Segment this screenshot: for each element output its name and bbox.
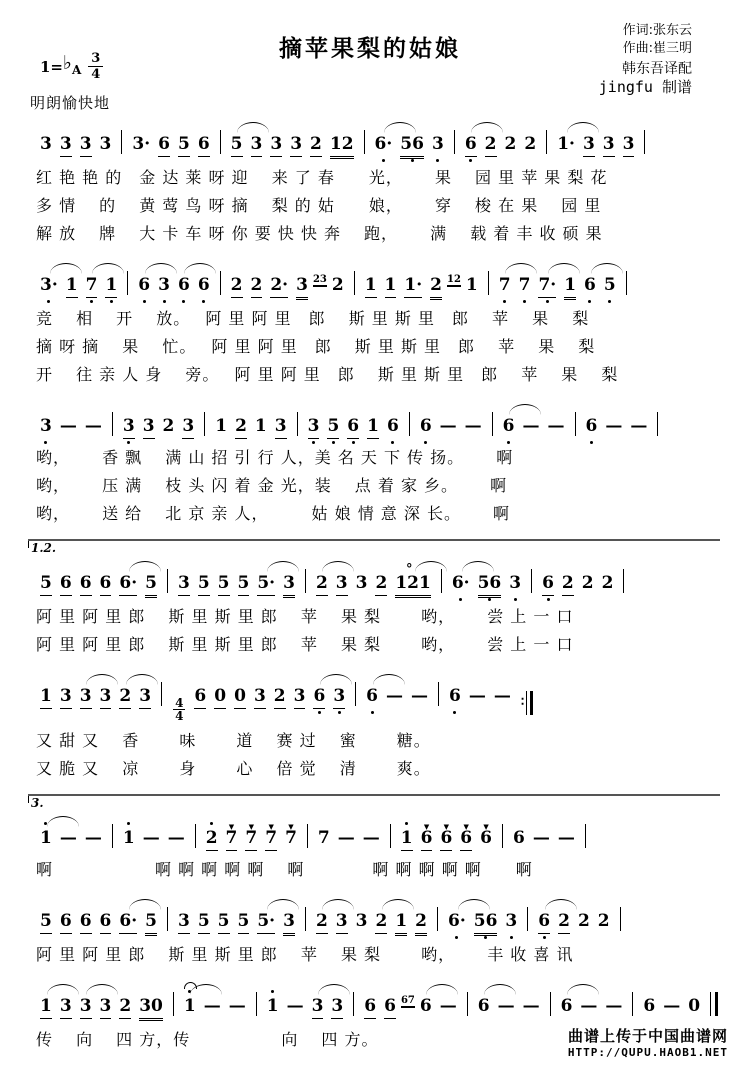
note: 6· [452, 571, 470, 595]
barline [297, 412, 298, 436]
barline [195, 824, 196, 848]
note: 6 [384, 994, 396, 1019]
note: 6 [80, 909, 92, 934]
site-footer [568, 1025, 728, 1059]
barline [492, 412, 493, 436]
note: 3 [40, 134, 52, 154]
barline [354, 271, 355, 295]
note: 0 [688, 996, 701, 1016]
notation-line [36, 895, 712, 936]
note: 1· [404, 273, 422, 298]
dash: — [468, 686, 486, 706]
music-system [36, 895, 712, 969]
note: 56 [478, 571, 502, 598]
note: 5 [231, 132, 243, 157]
note: 3 [80, 684, 92, 709]
note: 2 [485, 132, 497, 157]
note: 3 [99, 134, 112, 154]
note: 3 [60, 684, 72, 709]
note: ▼ 6 [440, 826, 452, 851]
note: ▼ 7 [265, 826, 277, 851]
note: 5 [238, 571, 250, 596]
lyric-line: 阿 里 阿 里 郎 斯 里 斯 里 郎 苹 果 梨 哟， 丰 收 喜 讯 [36, 945, 574, 964]
note: 6 [60, 909, 72, 934]
note: 3 [431, 134, 444, 154]
volta-label: 3. [31, 796, 44, 810]
ts-denominator: 4 [175, 709, 184, 723]
note: ▼ 6 [460, 826, 472, 851]
credits [599, 22, 692, 96]
note: 1 [254, 416, 267, 436]
lyric-line: 哟， 香 飘 满 山 招 引 行 人，美 名 天 下 传 扬。 啊 [36, 448, 514, 467]
note: 1 [184, 994, 196, 1018]
note: 2 [331, 275, 344, 295]
note: 6 [194, 684, 206, 709]
note: 5 [238, 909, 250, 934]
dash: — [439, 416, 457, 436]
key-signature [40, 52, 103, 81]
note: 3 [333, 684, 345, 709]
barline [531, 569, 532, 593]
music-system [36, 400, 712, 528]
note: 6· [119, 909, 137, 934]
note: 6 [585, 416, 598, 436]
note: 5 [218, 571, 230, 596]
barline [585, 824, 586, 848]
notation-line [36, 259, 712, 300]
note: 1 [40, 994, 52, 1019]
barline [364, 130, 365, 154]
grace-note: 23 [312, 274, 327, 285]
note: 5 [327, 414, 339, 439]
dash: — [203, 996, 221, 1016]
dash: — [59, 416, 77, 436]
note: 6 [478, 994, 490, 1018]
note: 3 [254, 684, 266, 709]
key-prefix: 1= [40, 57, 64, 76]
barline [550, 992, 551, 1016]
note: 1 [40, 684, 52, 709]
lyric-line: 哟， 压 满 枝 头 闪 着 金 光，装 点 着 家 乡。 啊 [36, 476, 508, 495]
volta-label: 1.2. [31, 541, 57, 555]
repeat-bar [526, 691, 533, 715]
note: 3 [178, 571, 190, 596]
note: 3 [270, 132, 282, 157]
barline [112, 412, 113, 436]
dash: — [84, 416, 102, 436]
note: 5 [218, 909, 230, 934]
note: 2 [597, 911, 610, 931]
barline [307, 824, 308, 848]
note: 3 [296, 273, 308, 300]
volta-bracket [28, 539, 720, 557]
note: 2 [558, 909, 570, 934]
note: 5· [257, 909, 275, 934]
dash: — [493, 686, 511, 706]
barline [632, 992, 633, 1016]
note: 7 [518, 275, 531, 295]
note: 3 [100, 994, 112, 1019]
repeat-barline [521, 691, 533, 715]
notation-line [36, 557, 712, 598]
note: 2 [310, 132, 322, 157]
meter-numerator: 3 [88, 52, 103, 67]
note: 3 [505, 911, 518, 931]
note: 6· [448, 909, 466, 933]
note: 30 [139, 994, 163, 1021]
dash: — [362, 828, 380, 848]
note: 6 [313, 684, 325, 709]
music-system [36, 670, 712, 783]
note: 2 [375, 571, 387, 596]
barline [546, 130, 547, 154]
barline [204, 412, 205, 436]
note: 1 [465, 275, 478, 295]
note: 2 [251, 273, 263, 298]
note: 3· [132, 134, 151, 154]
note: 1 [266, 996, 279, 1016]
lyric-line: 多 情 的 黄 莺 鸟 呀 摘 梨 的 姑 娘， 穿 梭 在 果 园 里 [36, 196, 602, 215]
dash: — [84, 828, 102, 848]
barline [502, 824, 503, 848]
lyric-line: 哟， 送 给 北 京 亲 人， 姑 娘 情 意 深 长。 啊 [36, 504, 511, 523]
note: 3 [80, 132, 92, 157]
note: 5 [145, 909, 157, 936]
note: 5 [198, 909, 210, 934]
translator-credit: 韩东吾译配 [622, 61, 692, 77]
note: 6 [100, 571, 112, 596]
note: 3 [143, 414, 155, 439]
time-signature-header [88, 52, 103, 81]
barline [167, 569, 168, 593]
notation-line [36, 812, 712, 851]
note: 3 [623, 132, 635, 157]
barline [441, 569, 442, 593]
note: 6 [512, 828, 525, 848]
note: 6 [561, 994, 573, 1018]
music-system [36, 118, 712, 248]
note: 6 [80, 571, 92, 596]
note: 6 [584, 273, 596, 297]
dash: — [497, 996, 515, 1016]
note: 2 [577, 911, 590, 931]
dash: — [630, 416, 648, 436]
dash: — [557, 828, 575, 848]
note: 6 [420, 994, 432, 1018]
note: ▼ 6 [480, 826, 492, 850]
note: 6 [198, 132, 210, 157]
barline [488, 271, 489, 295]
note: 12 [330, 132, 354, 159]
barline [127, 271, 128, 295]
note: 3 [290, 132, 302, 157]
note: 3 [158, 275, 170, 295]
note: 3 [308, 414, 320, 439]
note: 1 [365, 273, 377, 298]
note: 6 [158, 132, 170, 157]
grace-note: 12 [446, 274, 461, 285]
barline [220, 271, 221, 295]
note: 3 [40, 416, 52, 436]
dash: — [605, 416, 623, 436]
note: 3 [283, 909, 295, 936]
barline [438, 682, 439, 706]
barline [626, 271, 627, 295]
note: 2 [231, 273, 243, 298]
barline [121, 130, 122, 154]
note: 5 [40, 909, 52, 934]
barline [657, 412, 658, 436]
lyric-line: 开 往 亲 人 身 旁。 阿 里 阿 里 郎 斯 里 斯 里 郎 苹 果 梨 [36, 365, 619, 384]
note: 1 [66, 273, 78, 298]
barline [256, 992, 257, 1016]
volta-bracket [28, 794, 720, 812]
notation-line [36, 118, 712, 159]
barline [409, 412, 410, 436]
dash: — [464, 416, 482, 436]
note: 2 [316, 909, 328, 934]
music-system [31, 539, 712, 659]
dash: — [522, 416, 540, 436]
barline [623, 569, 624, 593]
note: 3 [60, 132, 72, 157]
systems [0, 118, 740, 1054]
note: 7 [86, 273, 98, 298]
tempo-marking: 明朗愉快地 [30, 94, 111, 112]
barline [167, 907, 168, 931]
barline [575, 412, 576, 436]
note: 6· [375, 132, 393, 156]
note: 3 [80, 994, 92, 1019]
lyric-line: 传 向 四 方，传 向 四 方。 [36, 1030, 379, 1049]
lyric-line: 阿 里 阿 里 郎 斯 里 斯 里 郎 苹 果 梨 哟， 尝 上 一 口 [36, 635, 574, 654]
note: 3 [60, 994, 72, 1019]
note: 1 [122, 828, 135, 848]
note: 56 [474, 909, 498, 936]
note: 6 [449, 686, 461, 706]
note: ▼ 7 [285, 826, 297, 850]
barline [112, 824, 113, 848]
note: 1 [385, 273, 397, 298]
note: 6 [419, 416, 432, 436]
barline [454, 130, 455, 154]
notation-line [36, 980, 712, 1021]
note: 2 [524, 134, 537, 154]
note: 0 [214, 684, 226, 709]
barline [161, 682, 162, 706]
note: 3 [100, 684, 112, 709]
note: 2 [562, 571, 574, 596]
slur-arc [415, 561, 447, 572]
dash: — [337, 828, 355, 848]
dash: — [532, 828, 550, 848]
note: 2 [601, 573, 614, 593]
note: 5 [603, 275, 616, 295]
barline [527, 907, 528, 931]
dash: — [386, 686, 404, 706]
note: 1 [105, 273, 117, 298]
note: 1· [557, 132, 575, 156]
note: 3 [336, 571, 348, 596]
note: 3 [139, 684, 151, 709]
note: 5· [257, 571, 275, 596]
barline [355, 682, 356, 706]
note: 6 [100, 909, 112, 934]
note: 2 [375, 909, 387, 934]
note: 3 [331, 994, 343, 1019]
note: 2 [274, 684, 286, 709]
note: 2 [162, 416, 175, 436]
note: 56 [400, 132, 424, 159]
notation-line [36, 400, 712, 439]
lyric-line: 解 放 牌 大 卡 车 呀 你 要 快 快 奔 跑， 满 载 着 丰 收 硕 果 [36, 224, 603, 243]
lyric-line: 竞 相 开 放。 阿 里 阿 里 郎 斯 里 斯 里 郎 苹 果 梨 [36, 309, 590, 328]
dash: — [663, 996, 681, 1016]
barline [173, 992, 174, 1016]
note: 3 [275, 414, 287, 439]
meter-denominator: 4 [91, 67, 101, 82]
dash: — [411, 686, 429, 706]
note: 3 [355, 911, 368, 931]
note: 3 [336, 909, 348, 934]
note: 2 [119, 994, 131, 1019]
note: 2 [206, 826, 218, 851]
music-system [31, 794, 712, 884]
note: 7 [317, 828, 330, 848]
flat-icon: ♭ [63, 51, 72, 74]
barline [353, 992, 354, 1016]
barline [220, 130, 221, 154]
dash: — [605, 996, 623, 1016]
note: ▼ 6 [421, 826, 433, 851]
footer-site-name: 曲谱上传于中国曲谱网 [567, 1027, 728, 1045]
barline [644, 130, 645, 154]
barline [467, 992, 468, 1016]
note: 6 [364, 994, 376, 1019]
note: 2 [235, 414, 247, 439]
note: 6 [60, 571, 72, 596]
note: 1 [367, 414, 379, 439]
note: 6 [503, 414, 515, 438]
barline [620, 907, 621, 931]
ts-numerator: 4 [175, 696, 184, 710]
key-letter: A [71, 62, 82, 77]
note: 2 [119, 684, 131, 709]
time-signature [173, 697, 185, 722]
note: 1 [395, 909, 407, 936]
note: 5 [198, 571, 210, 596]
lyric-line: 红 艳 艳 的 金 达 莱 呀 迎 来 了 春 光， 果 园 里 苹 果 梨 花 [36, 168, 608, 187]
note: 0 [234, 684, 246, 709]
lyric-line: 啊 啊 啊 啊 啊 啊 啊 啊 啊 啊 啊 啊 啊 [36, 860, 533, 879]
repeat-dots: ∶ [520, 695, 525, 710]
note: 2 [430, 273, 442, 300]
music-system [36, 259, 712, 389]
note: 3 [312, 994, 324, 1019]
note: 6 [366, 684, 378, 708]
lyric-line: 阿 里 阿 里 郎 斯 里 斯 里 郎 苹 果 梨 哟， 尝 上 一 口 [36, 607, 574, 626]
dash: — [439, 996, 457, 1016]
dash: — [59, 828, 77, 848]
note: 3 [123, 414, 135, 439]
note: 5 [145, 571, 157, 598]
note: 7· [538, 273, 556, 298]
note: 5 [178, 132, 190, 157]
note: 3· [40, 273, 58, 297]
notation-line [36, 670, 712, 722]
final-barline [710, 992, 718, 1016]
note: 6 [138, 273, 150, 297]
barline [390, 824, 391, 848]
note: 6 [386, 416, 399, 436]
note: 3 [178, 909, 190, 934]
lyric-line: 又 甜 又 香 味 道 赛 过 蜜 糖。 [36, 731, 431, 750]
note: 6 [643, 996, 656, 1016]
note: 6 [538, 909, 550, 934]
note: 2 [504, 134, 517, 154]
lyric-line: 又 脆 又 凉 身 心 倍 觉 清 爽。 [36, 759, 431, 778]
note: 3 [603, 132, 615, 157]
note: 2 [415, 909, 427, 936]
footer-site-url: HTTP://QUPU.HAOB1.NET [567, 1046, 728, 1059]
note: 1 [401, 826, 413, 851]
note: 1 [215, 416, 228, 436]
note: 3 [294, 684, 306, 709]
note: 2 [581, 573, 594, 593]
dash: — [580, 996, 598, 1016]
dash: — [547, 416, 565, 436]
note: 5 [40, 571, 52, 596]
barline [305, 907, 306, 931]
lyric-line: 摘 呀 摘 果 忙。 阿 里 阿 里 郎 斯 里 斯 里 郎 苹 果 梨 [36, 337, 596, 356]
note: 3 [251, 132, 263, 157]
lyricist-credit: 作词:张东云 [622, 23, 692, 38]
note: 2 [316, 571, 328, 596]
note: 6 [178, 273, 190, 297]
note: 1 [564, 273, 576, 300]
note: 3 [355, 573, 368, 593]
transcriber-credit: jingfu 制谱 [598, 78, 692, 96]
note: 1 [40, 826, 52, 850]
note: ▼ 7 [245, 826, 257, 851]
dash: — [167, 828, 185, 848]
dash: — [522, 996, 540, 1016]
note: ° 121 [395, 571, 431, 598]
barline [305, 569, 306, 593]
dash: — [228, 996, 246, 1016]
note: 6 [465, 132, 477, 157]
dash: — [286, 996, 304, 1016]
barline [437, 907, 438, 931]
note: 6 [542, 571, 554, 596]
note: 3 [509, 573, 522, 593]
note: ▼ 7 [226, 826, 238, 851]
composer-credit: 作曲:崔三明 [622, 41, 692, 56]
note: 7 [499, 273, 511, 297]
score-header [0, 0, 740, 118]
note: 6 [197, 275, 210, 295]
page-title: 摘苹果梨的姑娘 [279, 36, 461, 62]
dash: — [142, 828, 160, 848]
grace-note: 67 [400, 995, 415, 1006]
note: 6· [119, 571, 137, 596]
note: 3 [182, 414, 194, 439]
note: 3 [583, 132, 595, 157]
note: 3 [283, 571, 295, 598]
note: 2· [270, 273, 288, 298]
note: 6 [347, 414, 359, 439]
